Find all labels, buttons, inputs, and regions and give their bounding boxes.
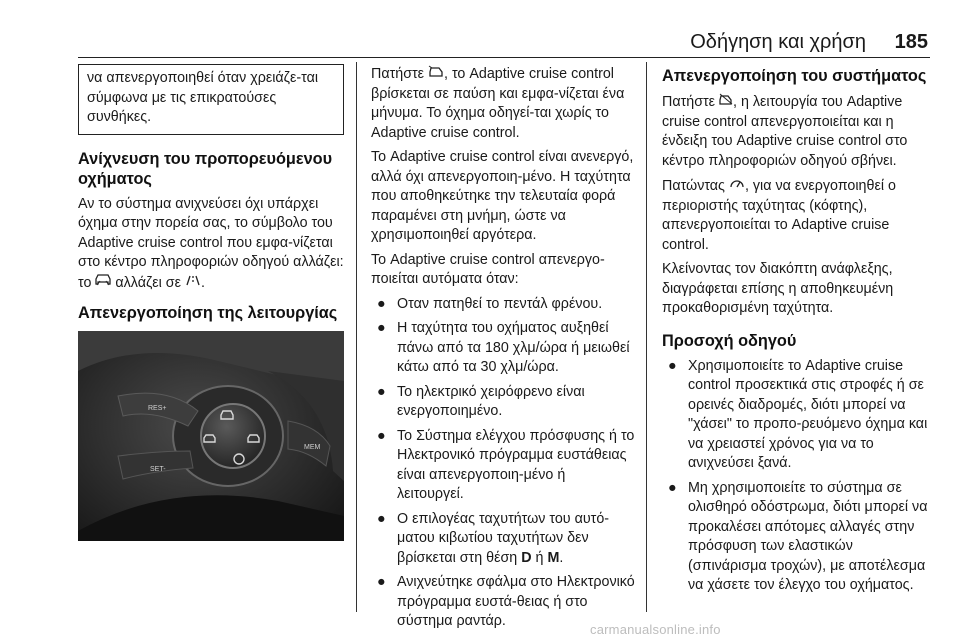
list-item: ● Χρησιμοποιείτε το Adaptive cruise control προσεκτικά στις στροφές ή σε ορεινές διαδρομές, διότι μπορεί να "χάσει" το προπο-ρευόμενο όχημα και να χρειαστεί χρόνος για να το ανιχνεύσει ξανά.	[668, 357, 928, 471]
paragraph-auto-off: Το Adaptive cruise control απενεργο-ποιείται αυτόματα όταν:	[371, 251, 605, 287]
paragraph-system-off	[662, 92, 932, 171]
system-off-text-b: , η λειτουργία του Adaptive cruise control απενεργοποιείται και η ένδειξη του Adaptive cruise control στο κέντρο πληροφοριών οδηγού σβήνει.	[662, 94, 908, 169]
column-divider	[356, 62, 357, 612]
bullet-icon: ●	[377, 383, 386, 400]
acc-vehicle-ahead-icon	[95, 273, 111, 293]
column-left	[78, 64, 344, 541]
note-text: να απενεργοποιηθεί όταν χρειάζε-ται σύμφωνα με τις επικρατούσες συνθήκες.	[87, 70, 319, 125]
heading-function-deactivation: Απενεργοποίηση της λειτουργίας	[78, 304, 338, 322]
heading-driver-warning: Προσοχή οδηγού	[662, 331, 797, 350]
speed-limiter-icon	[729, 176, 745, 196]
watermark: carmanualsonline.info	[590, 622, 721, 637]
column-right	[662, 64, 932, 601]
list-item: ● Οταν πατηθεί το πεντάλ φρένου.	[371, 295, 635, 315]
bullet-icon: ●	[377, 427, 386, 444]
list-item: ● Μη χρησιμοποιείτε το σύστημα σε ολισθηρό οδόστρωμα, διότι μπορεί να προκαλέσει απότομες αλλαγές στην πρόσφυση των ελαστικών (σπινάρισμα τροχών), με αποτέλεσμα να χάσετε τον έλεγχο του οχήματος.	[668, 479, 928, 593]
warning-list	[662, 357, 932, 596]
section-title: Οδήγηση και χρήση	[690, 31, 866, 53]
detection-text-a: Αν το σύστημα ανιχνεύσει όχι υπάρχει όχημα στην πορεία σας, το σύμβολο του Adaptive cruise control που εμφα-νίζεται στο κέντρο πληροφοριών οδηγού αλλάζει: το	[78, 195, 344, 291]
paragraph-pause	[371, 64, 635, 143]
list-item: ● Το Σύστημα ελέγχου πρόσφυσης ή το Ηλεκτρονικό πρόγραμμα ευστάθειας είναι απενεργοποιη-μένο ή λειτουργεί.	[377, 427, 635, 502]
list-item: ● Ανιχνεύτηκε σφάλμα στο Ηλεκτρονικό πρόγραμμα ευστά-θειας ή στο σύστημα ραντάρ.	[377, 574, 635, 629]
column-middle	[371, 64, 635, 637]
pause-text-a: Πατήστε	[371, 66, 425, 82]
pause-text-b: , το Adaptive cruise control βρίσκεται σε παύση και εμφα-νίζεται ένα μήνυμα. Το όχημα οδηγεί-ται χωρίς το Adaptive cruise control.	[371, 66, 625, 141]
acc-car-icon	[428, 64, 444, 84]
bullet-icon: ●	[377, 295, 386, 312]
paragraph-limiter	[662, 176, 932, 255]
limiter-text-a: Πατώντας	[662, 178, 725, 194]
column-divider	[646, 62, 647, 612]
bullet-icon: ●	[377, 510, 386, 527]
paragraph-inactive: Το Adaptive cruise control είναι ανενεργό, αλλά όχι απενεργοποιη-μένο. Η ταχύτητα που αποθηκεύτηκε την τελευταία φορά παραμένει στη μνήμη, ώστε να χρησιμοποιηθεί αργότερα.	[371, 149, 634, 243]
list-item: ● Η ταχύτητα του οχήματος αυξηθεί πάνω από τα 180 χλμ/ώρα ή μειωθεί κάτω από τα 30 χλμ/ώρα.	[377, 320, 630, 375]
acc-off-icon	[719, 92, 733, 112]
gear-d: D	[521, 549, 532, 566]
gear-m: M	[547, 549, 560, 566]
page-number: 185	[894, 31, 928, 53]
paragraph-detection: Αν το σύστημα ανιχνεύσει όχι υπάρχει όχημα στην πορεία σας, το σύμβολο του Adaptive cruise control που εμφα-νίζεται στο κέντρο πληροφοριών οδηγού αλλάζει: το αλλάζει σε .	[78, 195, 344, 291]
bullet-icon: ●	[377, 320, 386, 336]
res-label: RES+	[148, 405, 167, 412]
detection-text-b: αλλάζει σε	[115, 274, 182, 291]
bullet-icon: ●	[668, 357, 677, 374]
mem-label: MEM	[304, 444, 321, 451]
system-off-text-a: Πατήστε	[662, 94, 716, 110]
list-item: ● Το ηλεκτρικό χειρόφρενο είναι ενεργοποιημένο.	[377, 383, 585, 419]
bullet-icon: ●	[668, 479, 677, 496]
bullet-icon: ●	[377, 574, 386, 590]
acc-no-vehicle-icon	[185, 273, 201, 293]
paragraph-ignition: Κλείνοντας τον διακόπτη ανάφλεξης, διαγράφεται επίσης η αποθηκευμένη προκαθορισμένη ταχύτητα.	[662, 261, 894, 316]
page-header	[78, 30, 930, 54]
auto-off-list	[371, 295, 635, 632]
note-box	[78, 64, 344, 135]
list-item: ● Ο επιλογέας ταχυτήτων του αυτό-ματου κιβωτίου ταχυτήτων δεν βρίσκεται στη θέση D ή M.	[377, 510, 610, 566]
heading-system-deactivation: Απενεργοποίηση του συστήματος	[662, 67, 927, 85]
set-label: SET-	[150, 466, 166, 473]
limiter-text-b: , για να ενεργοποιηθεί ο περιοριστής ταχύτητας (κόφτης), απενεργοποιείται το Adaptive cruise control.	[662, 178, 896, 253]
heading-vehicle-detection: Ανίχνευση του προπορευόμενου οχήματος	[78, 149, 333, 188]
steering-wheel-controls-photo	[78, 331, 344, 541]
header-divider	[78, 57, 930, 58]
